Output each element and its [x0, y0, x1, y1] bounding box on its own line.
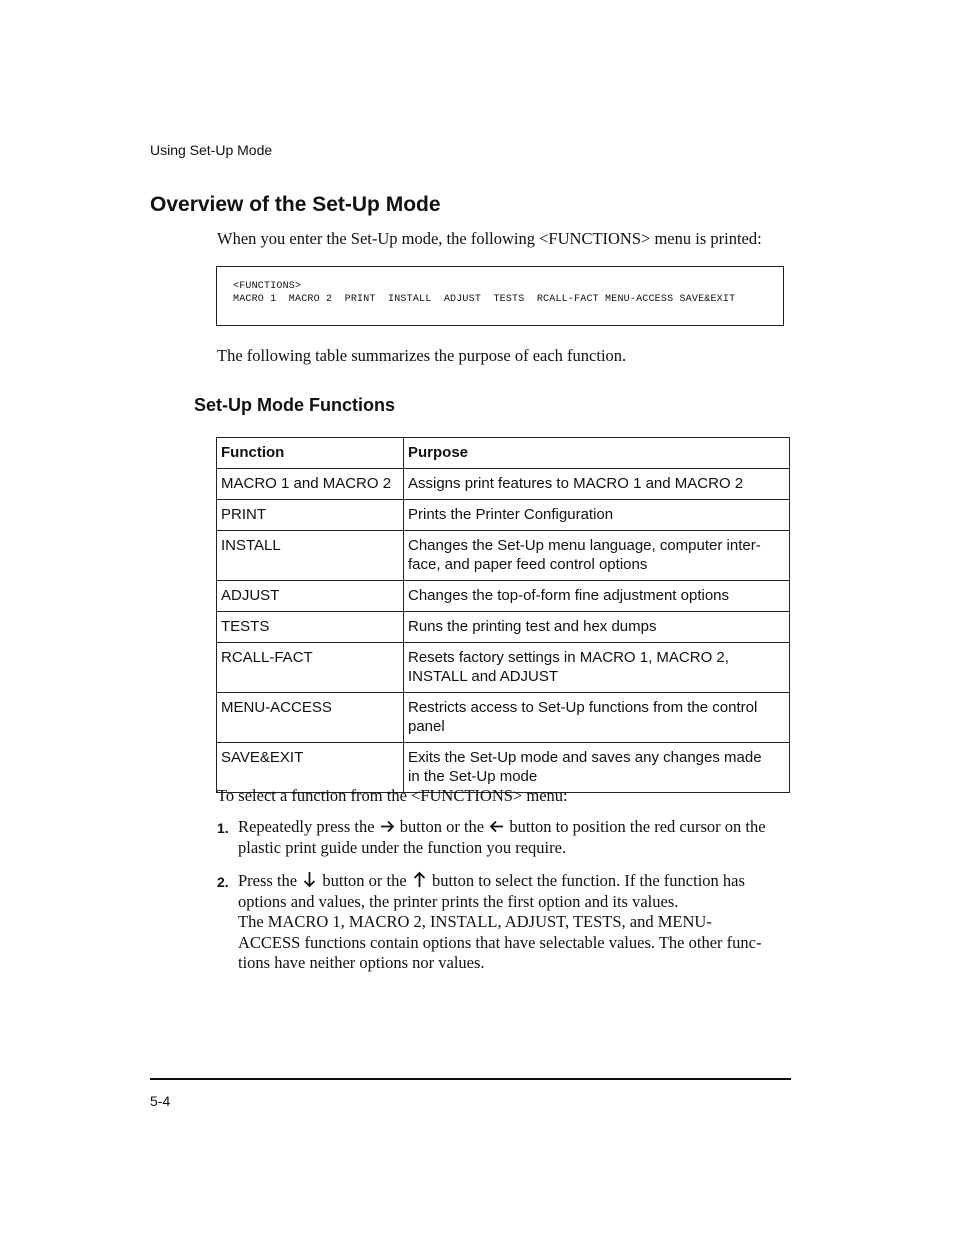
function-cell: ADJUST — [217, 581, 404, 612]
purpose-cell: Runs the printing test and hex dumps — [404, 612, 790, 643]
step-text-part: button or the — [322, 871, 407, 890]
purpose-cell: Changes the Set-Up menu language, computer inter- face, and paper feed control options — [404, 531, 790, 581]
step-text-part: Repeatedly press the — [238, 817, 375, 836]
step-text-part: Press the — [238, 871, 298, 890]
step-text — [238, 817, 798, 858]
purpose-cell: Changes the top-of-form fine adjustment options — [404, 581, 790, 612]
column-header-function: Function — [217, 438, 404, 469]
table-header-row — [217, 438, 790, 469]
function-cell: INSTALL — [217, 531, 404, 581]
step-text-part: ACCESS functions contain options that have selectable values. The other func- — [238, 932, 762, 952]
step-number: 1. — [217, 820, 229, 836]
column-header-purpose: Purpose — [404, 438, 790, 469]
function-cell: PRINT — [217, 500, 404, 531]
table-row — [217, 743, 790, 793]
step-text-part: The MACRO 1, MACRO 2, INSTALL, ADJUST, TESTS, and MENU- — [238, 912, 712, 931]
left-arrow-icon — [489, 819, 504, 834]
table-row — [217, 531, 790, 581]
down-arrow-icon — [302, 871, 317, 888]
functions-table — [216, 437, 790, 793]
step-text-part: plastic print guide under the function you require. — [238, 837, 567, 857]
purpose-cell: Resets factory settings in MACRO 1, MACRO 2, INSTALL and ADJUST — [404, 643, 790, 693]
step-text-part: button to select the function. If the function has — [431, 871, 745, 890]
function-cell: TESTS — [217, 612, 404, 643]
table-row — [217, 693, 790, 743]
table-row — [217, 500, 790, 531]
footer-rule — [150, 1078, 791, 1080]
step-text-part: button to position the red cursor on the — [509, 817, 766, 836]
function-cell: SAVE&EXIT — [217, 743, 404, 793]
right-arrow-icon — [380, 819, 395, 834]
function-cell: MENU-ACCESS — [217, 693, 404, 743]
table-row — [217, 581, 790, 612]
table-intro-paragraph: The following table summarizes the purpose of each function. — [217, 346, 627, 365]
running-head: Using Set-Up Mode — [150, 142, 273, 158]
step-text — [238, 871, 798, 974]
up-arrow-icon — [412, 871, 427, 888]
purpose-cell: Exits the Set-Up mode and saves any changes made in the Set-Up mode — [404, 743, 790, 793]
table-row — [217, 469, 790, 500]
purpose-cell: Prints the Printer Configuration — [404, 500, 790, 531]
page-number: 5-4 — [150, 1093, 171, 1109]
select-function-intro: To select a function from the <FUNCTIONS> menu: — [217, 786, 568, 805]
functions-menu-printout — [216, 266, 784, 326]
table-row — [217, 612, 790, 643]
printout-header-line: <FUNCTIONS> — [233, 281, 302, 292]
table-row — [217, 643, 790, 693]
step-text-part: options and values, the printer prints the first option and its values. — [238, 891, 679, 911]
table-title: Set-Up Mode Functions — [194, 395, 395, 415]
function-cell: MACRO 1 and MACRO 2 — [217, 469, 404, 500]
step-text-part: button or the — [399, 817, 485, 836]
intro-paragraph: When you enter the Set-Up mode, the following <FUNCTIONS> menu is printed: — [217, 229, 762, 248]
step-text-part: tions have neither options nor values. — [238, 953, 485, 972]
section-title: Overview of the Set-Up Mode — [150, 193, 441, 216]
step-number: 2. — [217, 874, 229, 890]
printout-functions-line: MACRO 1 MACRO 2 PRINT INSTALL ADJUST TESTS RCALL-FACT MENU-ACCESS SAVE&EXIT — [233, 294, 736, 305]
purpose-cell: Assigns print features to MACRO 1 and MACRO 2 — [404, 469, 790, 500]
purpose-cell: Restricts access to Set-Up functions from the control panel — [404, 693, 790, 743]
function-cell: RCALL-FACT — [217, 643, 404, 693]
